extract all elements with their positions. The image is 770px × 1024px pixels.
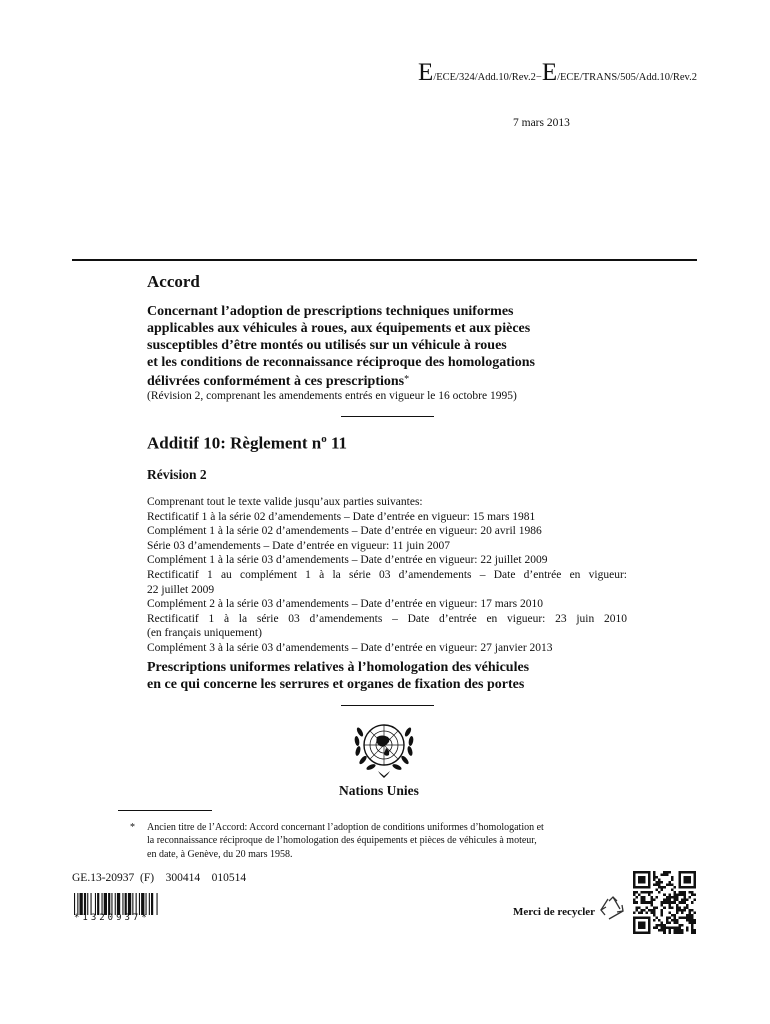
footnote-mark: * bbox=[130, 822, 135, 833]
document-symbol bbox=[418, 60, 697, 85]
agreement-title: Accord bbox=[147, 272, 200, 291]
footnote-marker[interactable]: * bbox=[404, 374, 410, 385]
un-emblem-icon bbox=[344, 710, 424, 784]
addendum-title bbox=[147, 433, 347, 454]
amendment-line: Complément 1 à la série 03 d’amendements – Date d’entrée en vigueur: 22 juillet 2009 bbox=[147, 554, 548, 567]
recycle-text: Merci de recycler bbox=[513, 906, 596, 918]
symbol-rest-1: /ECE/324/Add.10/Rev.2− bbox=[433, 72, 542, 83]
addendum-title-num: 11 bbox=[326, 433, 348, 453]
job-code: GE.13-20937 (F) 300414 010514 bbox=[72, 872, 247, 884]
recycle-icon bbox=[599, 895, 627, 923]
publisher-name: Nations Unies bbox=[339, 783, 419, 798]
amendment-line: Complément 2 à la série 03 d’amendements – Date d’entrée en vigueur: 17 mars 2010 bbox=[147, 598, 543, 611]
amendment-line: Série 03 d’amendements – Date d’entrée en vigueur: 11 juin 2007 bbox=[147, 539, 450, 552]
header-rule bbox=[72, 259, 697, 261]
subtitle-line: susceptibles d’être montés ou utilisés sur un véhicule à roues bbox=[147, 338, 507, 353]
revision-heading: Révision 2 bbox=[147, 467, 207, 482]
addendum-title-main: Additif 10: Règlement n bbox=[147, 433, 322, 453]
symbol-rest-2: /ECE/TRANS/505/Add.10/Rev.2 bbox=[557, 72, 697, 83]
revision-note: (Révision 2, comprenant les amendements entrés en vigueur le 16 octobre 1995) bbox=[147, 390, 517, 402]
amendment-line: Complément 1 à la série 02 d’amendements – Date d’entrée en vigueur: 20 avril 1986 bbox=[147, 525, 542, 538]
amendment-line: Rectificatif 1 à la série 02 d’amendements – Date d’entrée en vigueur: 15 mars 1981 bbox=[147, 510, 536, 523]
document-date: 7 mars 2013 bbox=[513, 117, 570, 129]
footnote-line: la reconnaissance réciproque de l’homologation des équipements et pièces de véhicules à moteur, bbox=[147, 835, 537, 847]
amendment-line: 22 juillet 2009 bbox=[147, 583, 215, 596]
footnote-body bbox=[147, 821, 620, 861]
barcode-number: *1320937* bbox=[74, 913, 150, 923]
subtitle-line: Concernant l’adoption de prescriptions techniques uniformes bbox=[147, 304, 514, 319]
footnote-line: Ancien titre de l’Accord: Accord concernant l’adoption de conditions uniformes d’homologation et bbox=[147, 822, 544, 833]
footnote-line: en date, à Genève, du 20 mars 1958. bbox=[147, 848, 293, 860]
amendment-line: (en français uniquement) bbox=[147, 627, 262, 640]
subtitle-line: applicables aux véhicules à roues, aux équipements et aux pièces bbox=[147, 321, 531, 336]
amendment-line: Rectificatif 1 à la série 03 d’amendements – Date d’entrée en vigueur: 23 juin 2010 bbox=[147, 612, 627, 625]
amendment-line: Comprenant tout le texte valide jusqu’aux parties suivantes: bbox=[147, 496, 423, 508]
amendment-line: Rectificatif 1 au complément 1 à la série 03 d’amendements – Date d’entrée en vigueur: bbox=[147, 568, 627, 581]
prescriptions-line: en ce qui concerne les serrures et organes de fixation des portes bbox=[147, 677, 525, 692]
subtitle-line-last bbox=[147, 371, 617, 390]
amendment-line: Complément 3 à la série 03 d’amendements – Date d’entrée en vigueur: 27 janvier 2013 bbox=[147, 641, 553, 654]
symbol-letter-1: E bbox=[418, 59, 434, 86]
footnote bbox=[130, 821, 620, 861]
subtitle-line: et les conditions de reconnaissance réciproque des homologations bbox=[147, 355, 535, 370]
separator-rule bbox=[341, 416, 434, 417]
footnote-rule bbox=[118, 810, 212, 811]
symbol-letter-2: E bbox=[541, 59, 558, 86]
agreement-subtitle bbox=[147, 303, 617, 390]
separator-rule bbox=[341, 705, 434, 706]
prescriptions-line: Prescriptions uniformes relatives à l’homologation des véhicules bbox=[147, 660, 530, 675]
qr-code-icon bbox=[633, 871, 696, 934]
addendum-title-sup: o bbox=[321, 433, 327, 445]
prescriptions-title bbox=[147, 659, 627, 693]
barcode-icon bbox=[74, 893, 182, 915]
subtitle-line: délivrées conformément à ces prescriptions bbox=[147, 374, 405, 389]
amendments-list bbox=[147, 495, 627, 656]
